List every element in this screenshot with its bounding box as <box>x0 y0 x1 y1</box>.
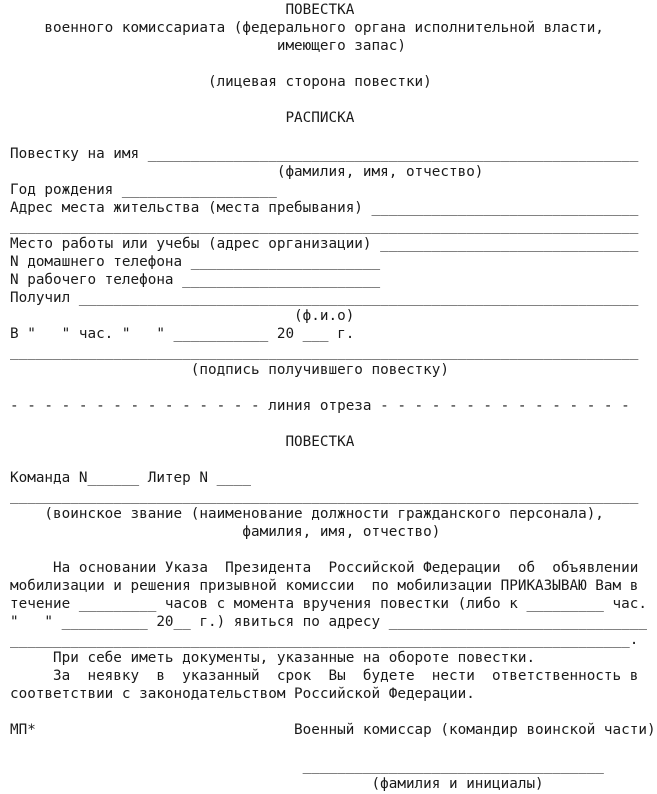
document-line: (фамилия и инициалы) <box>10 776 544 792</box>
document-line: военного комиссариата (федерального органа исполнительной власти, <box>10 20 604 36</box>
document-line <box>10 739 656 757</box>
document-line: При себе иметь документы, указанные на обороте повестки. <box>10 650 536 666</box>
document-line: " " __________ 20__ г.) явиться по адресу ______________________________ <box>10 614 647 630</box>
document-line: имеющего запас) <box>10 38 406 54</box>
document-line: На основании Указа Президента Российской Федерации об объявлении <box>10 560 639 576</box>
document-line: (лицевая сторона повестки) <box>10 74 432 90</box>
document-line: (подпись получившего повестку) <box>10 362 449 378</box>
document-line: (фамилия, имя, отчество) <box>10 164 484 180</box>
document-line: фамилия, имя, отчество) <box>10 524 441 540</box>
document-line <box>10 415 656 433</box>
document-line: ___________________________________ <box>10 758 604 774</box>
document-line: N рабочего телефона _______________________ <box>10 272 381 288</box>
document-line <box>10 379 656 397</box>
summons-document <box>10 1 656 793</box>
document-line <box>10 91 656 109</box>
document-line: - - - - - - - - - - - - - - - линия отреза - - - - - - - - - - - - - - - <box>10 398 630 414</box>
document-line: ________________________________________________________________________. <box>10 632 639 648</box>
document-line: _________________________________________________________________________ <box>10 218 639 234</box>
document-line: За неявку в указанный срок Вы будете нести ответственность в <box>10 668 639 684</box>
document-line <box>10 703 656 721</box>
document-line: соответствии с законодательством Российской Федерации. <box>10 686 475 702</box>
document-line <box>10 541 656 559</box>
document-line: Год рождения __________________ <box>10 182 277 198</box>
document-line: Адрес места жительства (места пребывания) _______________________________ <box>10 200 639 216</box>
document-line: (воинское звание (наименование должности гражданского персонала), <box>10 506 604 522</box>
document-line: N домашнего телефона ______________________ <box>10 254 381 270</box>
document-line: течение _________ часов с момента вручения повестки (либо к _________ час. <box>10 596 647 612</box>
document-line: МП* Военный комиссар (командир воинской части) <box>10 722 656 738</box>
document-line: РАСПИСКА <box>10 110 355 126</box>
document-line: Команда N______ Литер N ____ <box>10 470 252 486</box>
document-line <box>10 55 656 73</box>
document-line: ПОВЕСТКА <box>10 434 355 450</box>
document-line: мобилизации и решения призывной комиссии по мобилизации ПРИКАЗЫВАЮ Вам в <box>10 578 639 594</box>
document-line: Повестку на имя _________________________________________________________ <box>10 146 639 162</box>
document-line: Место работы или учебы (адрес организации) ______________________________ <box>10 236 639 252</box>
document-line: _________________________________________________________________________ <box>10 488 639 504</box>
document-line: Получил _________________________________________________________________ <box>10 290 639 306</box>
document-line: (ф.и.о) <box>10 308 355 324</box>
document-line <box>10 127 656 145</box>
document-line: В " " час. " " ___________ 20 ___ г. <box>10 326 355 342</box>
document-line: _________________________________________________________________________ <box>10 344 639 360</box>
document-line: ПОВЕСТКА <box>10 2 355 18</box>
document-line <box>10 451 656 469</box>
